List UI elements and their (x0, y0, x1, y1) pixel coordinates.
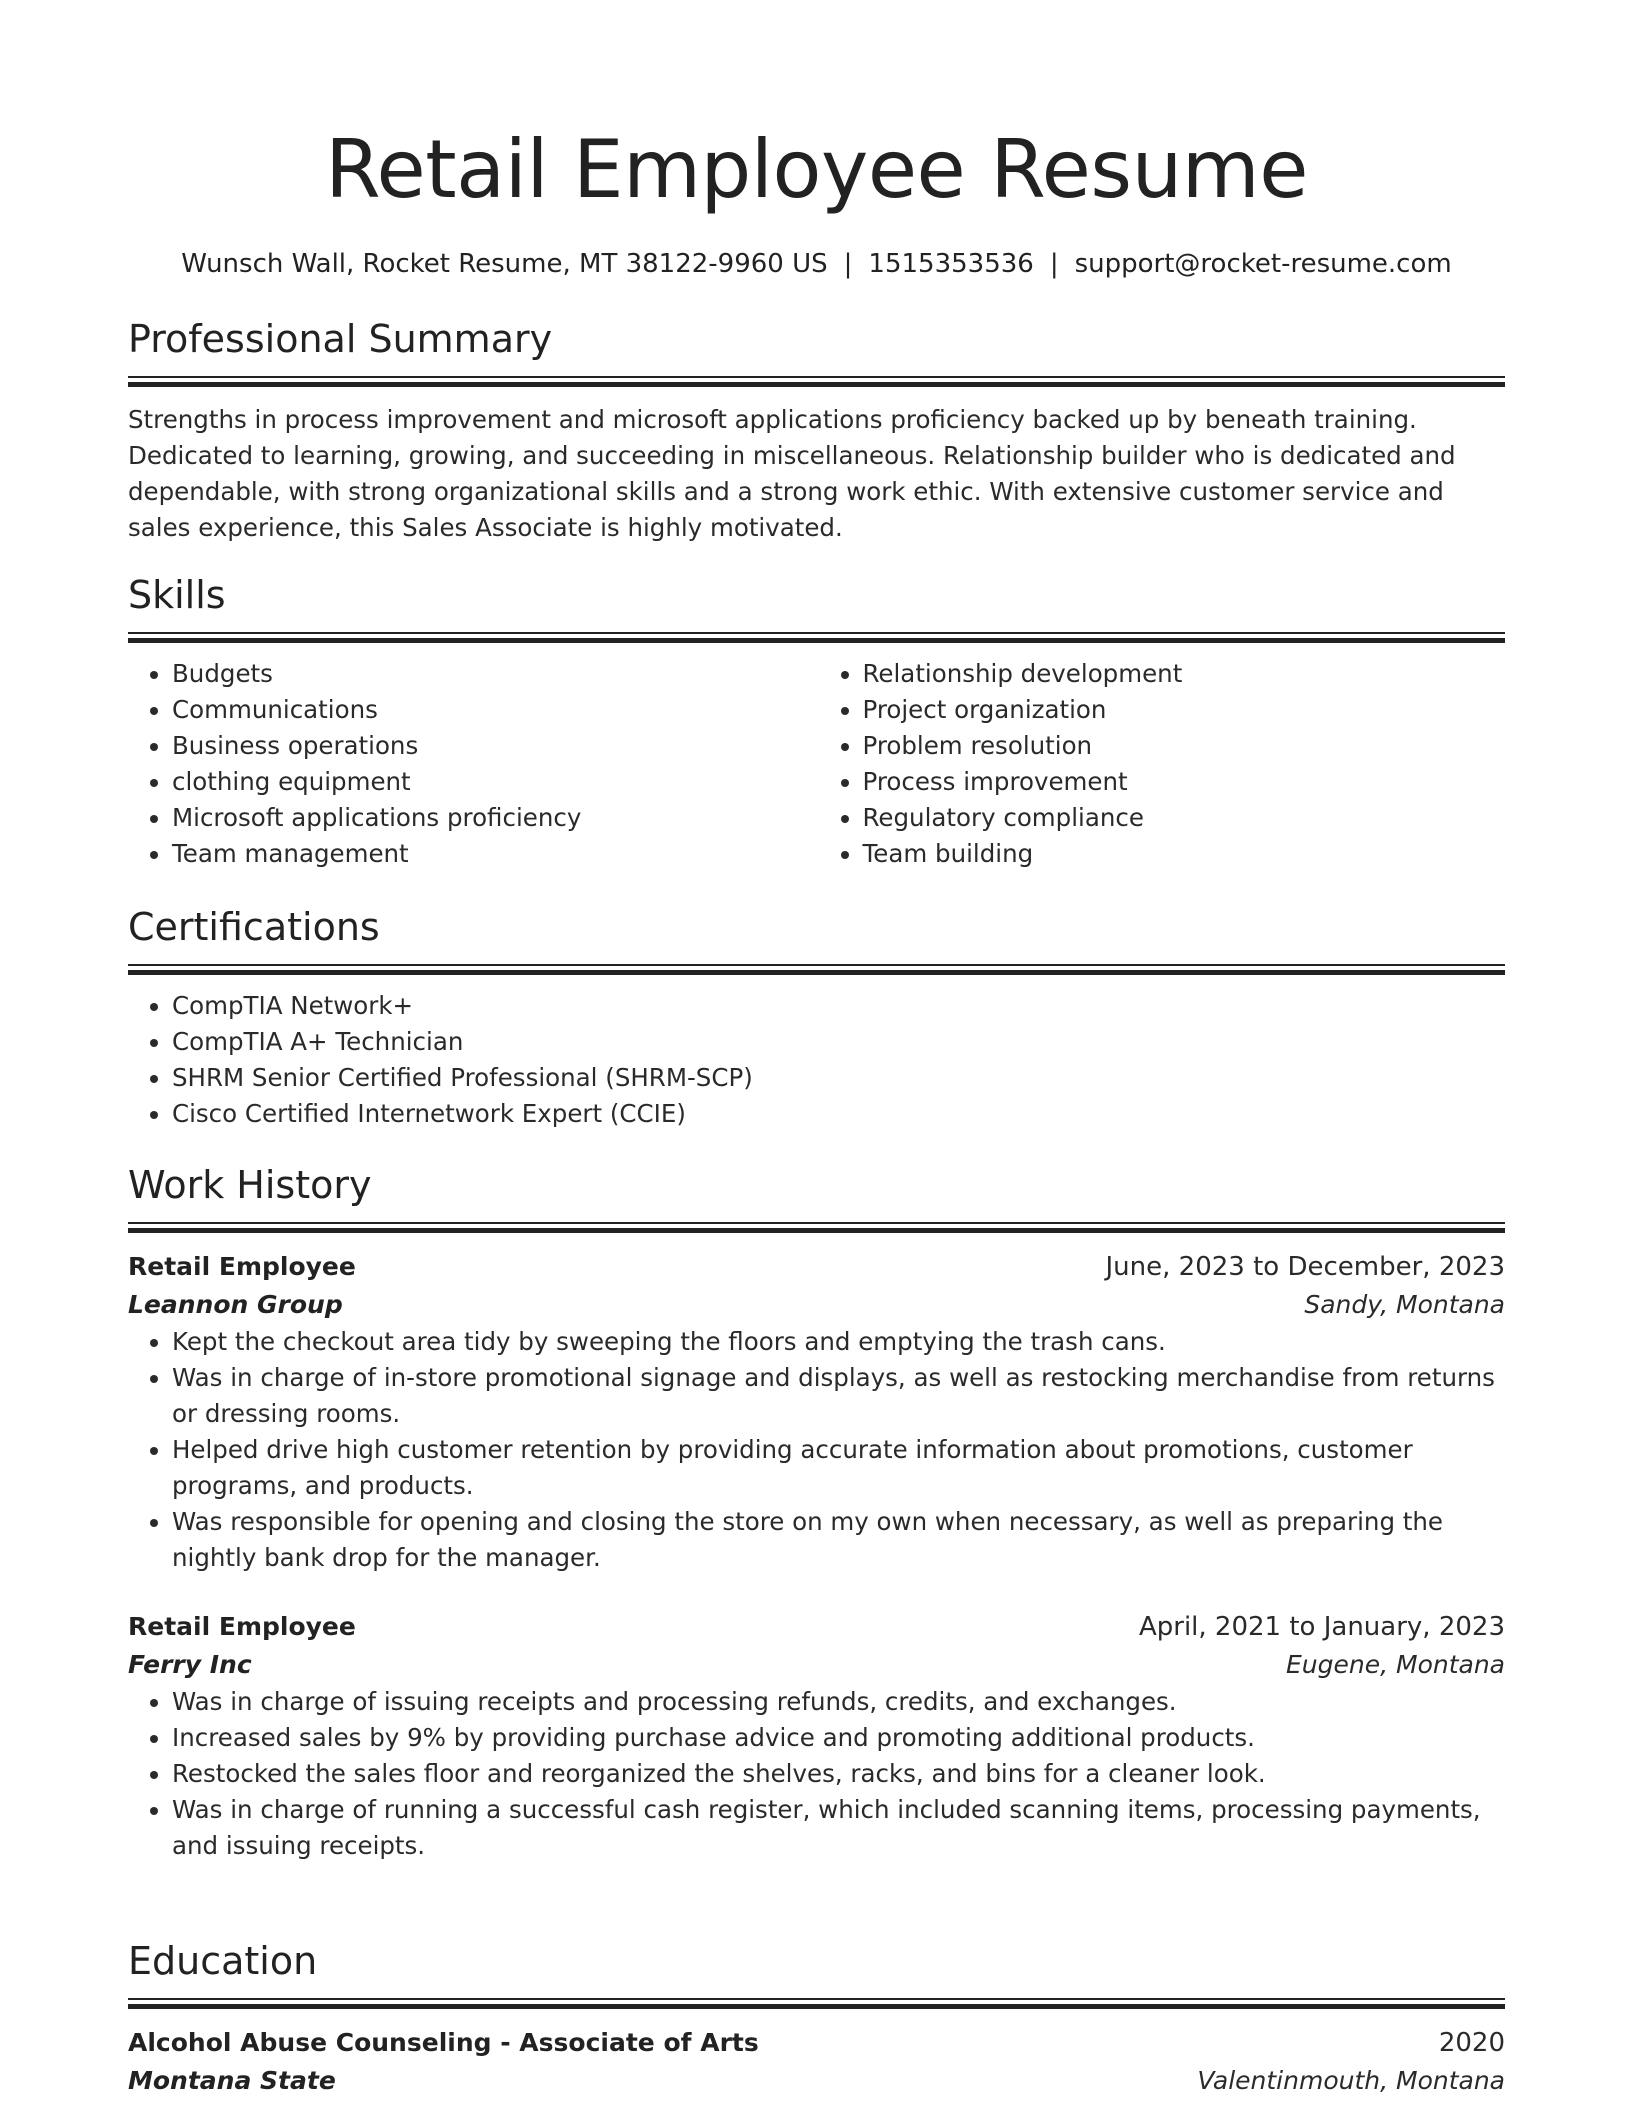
list-item: • Process improvement (863, 764, 1506, 800)
job-company: Leannon Group (128, 1290, 343, 1319)
list-item: • Was responsible for opening and closing the store on my own when necessary, as well as preparing the nightly bank drop for the manager. (172, 1504, 1505, 1576)
education-header (128, 2024, 1505, 2062)
education-degree: Alcohol Abuse Counseling - Associate of Arts (128, 2028, 759, 2057)
contact-separator: | (843, 249, 853, 279)
job-location: Eugene, Montana (1285, 1650, 1505, 1679)
list-item: • Restocked the sales floor and reorganized the shelves, racks, and bins for a cleaner look. (172, 1756, 1505, 1792)
job-title: Retail Employee (128, 1252, 356, 1281)
contact-phone: 1515353536 (868, 249, 1034, 279)
list-item: • Was in charge of in-store promotional signage and displays, as well as restocking merchandise from returns or dressing rooms. (172, 1360, 1505, 1432)
section-divider (128, 632, 1505, 642)
list-item: • Was in charge of issuing receipts and processing refunds, credits, and exchanges. (172, 1684, 1505, 1720)
summary-section (128, 316, 1505, 546)
skills-heading: Skills (128, 573, 226, 617)
resume-title: Retail Employee Resume (325, 123, 1308, 216)
list-item: • Team management (172, 836, 815, 872)
list-item: • Regulatory compliance (863, 800, 1506, 836)
education-subheader (128, 2062, 1505, 2100)
job-entry (128, 1608, 1505, 1864)
work-heading: Work History (128, 1163, 372, 1207)
list-item: • CompTIA Network+ (172, 988, 1505, 1024)
job-subheader (128, 1286, 1505, 1324)
job-header (128, 1608, 1505, 1646)
certifications-section (128, 904, 1505, 1132)
list-item: • Kept the checkout area tidy by sweeping the floors and emptying the trash cans. (172, 1324, 1505, 1360)
job-entry (128, 1248, 1505, 1576)
job-header (128, 1248, 1505, 1286)
work-section (128, 1162, 1505, 1864)
summary-text: Strengths in process improvement and microsoft applications proficiency backed up by beneath training. Dedicated to learning, growing, and succeeding in miscellaneous. Relationship builder who is dedicated and dependable, with strong organizational skills and a strong work ethic. With extensive customer service and sales experience, this Sales Associate is highly motivated. (128, 405, 1456, 542)
contact-line (128, 246, 1505, 282)
skills-list-left (128, 656, 815, 872)
education-year: 2020 (1438, 2028, 1505, 2058)
list-item: • CompTIA A+ Technician (172, 1024, 1505, 1060)
job-subheader (128, 1646, 1505, 1684)
list-item: • Relationship development (863, 656, 1506, 692)
list-item: • SHRM Senior Certified Professional (SHRM-SCP) (172, 1060, 1505, 1096)
contact-address: Wunsch Wall, Rocket Resume, MT 38122-9960 US (181, 249, 828, 279)
summary-heading: Professional Summary (128, 317, 553, 361)
contact-email: support@rocket-resume.com (1074, 249, 1452, 279)
list-item: • Was in charge of running a successful cash register, which included scanning items, processing payments, and issuing receipts. (172, 1792, 1505, 1864)
list-item: • Helped drive high customer retention by providing accurate information about promotions, customer programs, and products. (172, 1432, 1505, 1504)
section-divider (128, 1998, 1505, 2008)
list-item: • Team building (863, 836, 1506, 872)
job-company: Ferry Inc (128, 1650, 252, 1679)
education-heading: Education (128, 1939, 318, 1983)
section-divider (128, 376, 1505, 386)
skills-list-right (815, 656, 1506, 872)
list-item: • Communications (172, 692, 815, 728)
list-item: • Microsoft applications proficiency (172, 800, 815, 836)
section-divider (128, 964, 1505, 974)
job-title: Retail Employee (128, 1612, 356, 1641)
education-section (128, 1938, 1505, 2100)
job-location: Sandy, Montana (1304, 1290, 1505, 1319)
list-item: • Budgets (172, 656, 815, 692)
certifications-list (128, 988, 1505, 1132)
education-entry (128, 2024, 1505, 2100)
contact-separator: | (1049, 249, 1059, 279)
list-item: • Problem resolution (863, 728, 1506, 764)
job-bullets (128, 1324, 1505, 1576)
list-item: • Business operations (172, 728, 815, 764)
list-item: • clothing equipment (172, 764, 815, 800)
list-item: • Project organization (863, 692, 1506, 728)
job-dates: June, 2023 to December, 2023 (1105, 1252, 1505, 1282)
job-dates: April, 2021 to January, 2023 (1138, 1612, 1505, 1642)
education-school: Montana State (128, 2066, 336, 2095)
list-item: • Cisco Certified Internetwork Expert (CCIE) (172, 1096, 1505, 1132)
section-divider (128, 1222, 1505, 1232)
resume-page (128, 0, 1505, 2095)
skills-columns (128, 656, 1505, 872)
job-bullets (128, 1684, 1505, 1864)
certifications-heading: Certifications (128, 905, 380, 949)
education-location: Valentinmouth, Montana (1197, 2066, 1505, 2095)
list-item: • Increased sales by 9% by providing purchase advice and promoting additional products. (172, 1720, 1505, 1756)
skills-section (128, 572, 1505, 872)
